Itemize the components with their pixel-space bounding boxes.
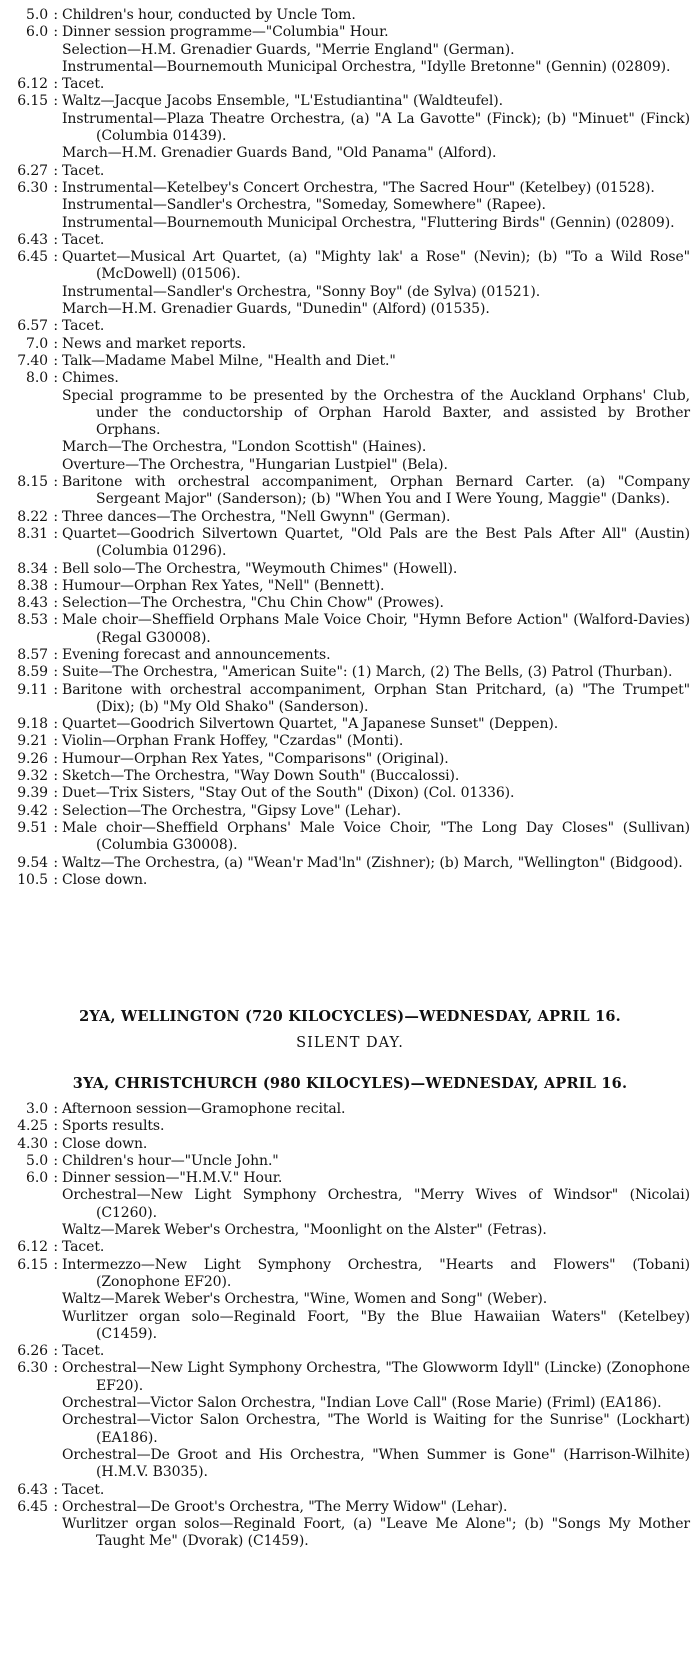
- entry-description: Orchestral—Victor Salon Orchestra, "The World is Waiting for the Sunrise" (Lockhart) (EA186).: [62, 1412, 690, 1446]
- entry-description: Selection—H.M. Grenadier Guards, "Merrie England" (German).: [62, 41, 515, 58]
- entry-time: 6.43: [17, 231, 48, 248]
- time-colon: :: [53, 474, 58, 491]
- time-colon: :: [53, 1343, 58, 1360]
- entry-time: 8.53: [17, 612, 48, 629]
- program-entry: [0, 7, 700, 24]
- entry-description: Tacet.: [62, 318, 105, 335]
- program-entry: [0, 1447, 700, 1482]
- entry-description: Humour—Orphan Rex Yates, "Comparisons" (Original).: [62, 750, 449, 767]
- time-colon: :: [53, 733, 58, 750]
- program-entry: [0, 1360, 700, 1395]
- time-colon: :: [53, 750, 58, 767]
- time-colon: :: [53, 854, 58, 871]
- entry-time: 3.0: [26, 1101, 48, 1117]
- entry-description: Afternoon session—Gramophone recital.: [62, 1101, 346, 1117]
- entry-description: Selection—The Orchestra, "Chu Chin Chow" (Prowes).: [62, 595, 444, 612]
- entry-description: Instrumental—Ketelbey's Concert Orchestra, "The Sacred Hour" (Ketelbey) (01528).: [62, 179, 655, 196]
- entry-time: 6.45: [17, 1498, 48, 1515]
- time-colon: :: [53, 1118, 58, 1135]
- program-entry: [0, 1187, 700, 1222]
- entry-description: Baritone with orchestral accompaniment, Orphan Bernard Carter. (a) "Company Sergeant Major" (Sanderson); (b) "When You and I Were Young, Maggie" (Danks).: [62, 474, 690, 508]
- time-colon: :: [53, 646, 58, 663]
- entry-time: 9.21: [17, 733, 48, 750]
- entry-description: Children's hour—"Uncle John.": [62, 1152, 279, 1169]
- entry-description: March—The Orchestra, "London Scottish" (Haines).: [62, 439, 427, 456]
- entry-description: Orchestral—New Light Symphony Orchestra, "Merry Wives of Windsor" (Nicolai) (C1260).: [62, 1187, 690, 1221]
- entry-description: March—H.M. Grenadier Guards, "Dunedin" (Alford) (01535).: [62, 301, 490, 318]
- entry-description: Overture—The Orchestra, "Hungarian Lustpiel" (Bela).: [62, 456, 448, 473]
- entry-description: Orchestral—De Groot and His Orchestra, "When Summer is Gone" (Harrison-Wilhite) (H.M.V. B3035).: [62, 1446, 690, 1481]
- time-colon: :: [53, 24, 58, 41]
- entry-description: Quartet—Musical Art Quartet, (a) "Mighty lak' a Rose" (Nevin); (b) "To a Wild Rose" (McDowell) (01506).: [62, 249, 690, 283]
- time-colon: :: [53, 802, 58, 819]
- entry-description: Waltz—Marek Weber's Orchestra, "Moonlight on the Alster" (Fetras).: [62, 1222, 547, 1239]
- time-colon: :: [53, 595, 58, 612]
- program-entry: [0, 197, 700, 214]
- program-entry: [0, 682, 700, 717]
- program-entry: [0, 24, 700, 41]
- program-entry: [0, 872, 700, 889]
- program-entry: [0, 370, 700, 387]
- program-entry: [0, 733, 700, 750]
- entry-time: 9.26: [17, 750, 48, 767]
- entry-time: 8.57: [17, 646, 48, 663]
- time-colon: :: [53, 508, 58, 525]
- program-entry: [0, 163, 700, 180]
- entry-description: Tacet.: [62, 1481, 105, 1498]
- program-entry: [0, 457, 700, 474]
- program-entry: [0, 1118, 700, 1135]
- program-entry: [0, 820, 700, 855]
- program-entry: [0, 232, 700, 249]
- time-colon: :: [53, 525, 58, 542]
- time-colon: :: [53, 664, 58, 681]
- program-entry: [0, 526, 700, 561]
- entry-description: Duet—Trix Sisters, "Stay Out of the South" (Dixon) (Col. 01336).: [62, 785, 515, 802]
- time-colon: :: [53, 1360, 58, 1377]
- time-colon: :: [53, 231, 58, 248]
- entry-description: Waltz—Jacque Jacobs Ensemble, "L'Estudiantina" (Waldteufel).: [62, 93, 503, 110]
- program-list-3ya: [0, 1101, 700, 1551]
- time-colon: :: [53, 681, 58, 698]
- program-entry: [0, 1499, 700, 1516]
- program-entry: [0, 1516, 700, 1551]
- entry-time: 6.12: [17, 1239, 48, 1256]
- entry-time: 6.30: [17, 1360, 48, 1377]
- program-entry: [0, 42, 700, 59]
- program-entry: [0, 59, 700, 76]
- program-entry: [0, 318, 700, 335]
- program-entry: [0, 561, 700, 578]
- time-colon: :: [53, 577, 58, 594]
- program-entry: [0, 1482, 700, 1499]
- entry-time: 9.32: [17, 768, 48, 785]
- entry-time: 5.0: [26, 7, 48, 23]
- time-colon: :: [53, 560, 58, 577]
- time-colon: :: [53, 871, 58, 888]
- entry-time: 6.57: [17, 318, 48, 335]
- entry-description: Wurlitzer organ solos—Reginald Foort, (a) "Leave Me Alone"; (b) "Songs My Mother Taught Me" (Dvorak) (C1459).: [62, 1516, 690, 1550]
- time-colon: :: [53, 352, 58, 369]
- entry-description: Quartet—Goodrich Silvertown Quartet, "A Japanese Sunset" (Deppen).: [62, 716, 559, 733]
- entry-time: 9.18: [17, 716, 48, 733]
- entry-description: Talk—Madame Mabel Milne, "Health and Diet.": [62, 352, 396, 369]
- entry-description: Humour—Orphan Rex Yates, "Nell" (Bennett).: [62, 577, 385, 594]
- entry-description: Instrumental—Plaza Theatre Orchestra, (a) "A La Gavotte" (Finck); (b) "Minuet" (Finck) (Columbia 01439).: [62, 110, 690, 145]
- program-entry: [0, 751, 700, 768]
- time-colon: :: [53, 318, 58, 335]
- entry-description: Instrumental—Sandler's Orchestra, "Sonny Boy" (de Sylva) (01521).: [62, 283, 541, 300]
- program-entry: [0, 1153, 700, 1170]
- station-heading-3ya: 3YA, CHRISTCHURCH (980 KILOCYLES)—WEDNESDAY, APRIL 16.: [72, 1075, 628, 1092]
- entry-description: Tacet.: [62, 1343, 105, 1360]
- entry-time: 6.45: [17, 249, 48, 266]
- entry-description: Orchestral—New Light Symphony Orchestra, "The Glowworm Idyll" (Lincke) (Zonophone EF20).: [62, 1360, 690, 1394]
- program-entry: [0, 1309, 700, 1344]
- entry-time: 6.15: [17, 1256, 48, 1273]
- entry-description: Evening forecast and announcements.: [62, 646, 331, 663]
- program-entry: [0, 111, 700, 146]
- time-colon: :: [53, 819, 58, 836]
- entry-description: Violin—Orphan Frank Hoffey, "Czardas" (Monti).: [62, 733, 404, 750]
- time-colon: :: [53, 1135, 58, 1152]
- entry-description: Quartet—Goodrich Silvertown Quartet, "Old Pals are the Best Pals After All" (Austin) (Columbia 01296).: [62, 525, 690, 560]
- time-colon: :: [53, 1481, 58, 1498]
- program-entry: [0, 353, 700, 370]
- entry-description: March—H.M. Grenadier Guards Band, "Old Panama" (Alford).: [62, 145, 497, 162]
- entry-time: 8.38: [17, 577, 48, 594]
- entry-description: Orchestral—Victor Salon Orchestra, "Indian Love Call" (Rose Marie) (Friml) (EA186).: [62, 1395, 662, 1412]
- entry-time: 8.22: [17, 508, 48, 525]
- entry-description: Tacet.: [62, 76, 105, 93]
- program-entry: [0, 1343, 700, 1360]
- time-colon: :: [53, 249, 58, 266]
- time-colon: :: [53, 1101, 58, 1117]
- program-entry: [0, 336, 700, 353]
- entry-description: Three dances—The Orchestra, "Nell Gwynn" (German).: [62, 508, 451, 525]
- entry-time: 10.5: [17, 871, 48, 888]
- program-entry: [0, 1222, 700, 1239]
- entry-time: 9.11: [17, 681, 48, 698]
- program-entry: [0, 1291, 700, 1308]
- program-entry: [0, 509, 700, 526]
- program-entry: [0, 145, 700, 162]
- time-colon: :: [53, 93, 58, 110]
- time-colon: :: [53, 1152, 58, 1169]
- entry-time: 5.0: [26, 1152, 48, 1169]
- entry-description: Dinner session programme—"Columbia" Hour.: [62, 24, 389, 41]
- program-entry: [0, 1170, 700, 1187]
- entry-time: 6.15: [17, 93, 48, 110]
- program-entry: [0, 664, 700, 681]
- entry-time: 6.12: [17, 76, 48, 93]
- entry-time: 8.34: [17, 560, 48, 577]
- program-entry: [0, 595, 700, 612]
- time-colon: :: [53, 370, 58, 387]
- entry-time: 6.0: [26, 1170, 48, 1187]
- entry-description: Bell solo—The Orchestra, "Weymouth Chimes" (Howell).: [62, 560, 458, 577]
- entry-description: Wurlitzer organ solo—Reginald Foort, "By the Blue Hawaiian Waters" (Ketelbey) (C1459).: [62, 1308, 690, 1342]
- program-entry: [0, 180, 700, 197]
- program-entry: [0, 768, 700, 785]
- entry-description: News and market reports.: [62, 335, 247, 352]
- program-entry: [0, 439, 700, 456]
- entry-description: Intermezzo—New Light Symphony Orchestra, "Hearts and Flowers" (Tobani) (Zonophone EF20).: [62, 1256, 690, 1290]
- entry-description: Close down.: [62, 871, 148, 888]
- time-colon: :: [53, 335, 58, 352]
- entry-time: 7.40: [17, 352, 48, 369]
- time-colon: :: [53, 7, 58, 23]
- entry-time: 6.43: [17, 1481, 48, 1498]
- entry-time: 6.26: [17, 1343, 48, 1360]
- entry-description: Waltz—The Orchestra, (a) "Wean'r Mad'ln" (Zishner); (b) March, "Wellington" (Bidgood).: [62, 854, 683, 871]
- time-colon: :: [53, 612, 58, 629]
- entry-description: Tacet.: [62, 1239, 105, 1256]
- time-colon: :: [53, 1170, 58, 1187]
- program-entry: [0, 578, 700, 595]
- program-entry: [0, 1395, 700, 1412]
- program-entry: [0, 474, 700, 509]
- entry-time: 9.54: [17, 854, 48, 871]
- program-entry: [0, 785, 700, 802]
- program-entry: [0, 1257, 700, 1292]
- entry-description: Children's hour, conducted by Uncle Tom.: [62, 7, 356, 23]
- entry-description: Instrumental—Bournemouth Municipal Orchestra, "Idylle Bretonne" (Gennin) (02809).: [62, 58, 671, 75]
- entry-time: 9.51: [17, 819, 48, 836]
- program-entry: [0, 803, 700, 820]
- program-entry: [0, 215, 700, 232]
- entry-time: 6.0: [26, 24, 48, 41]
- program-entry: [0, 1136, 700, 1153]
- program-entry: [0, 301, 700, 318]
- entry-time: 6.27: [17, 162, 48, 179]
- station-heading-2ya: 2YA, WELLINGTON (720 KILOCYCLES)—WEDNESDAY, APRIL 16.: [79, 1008, 621, 1025]
- entry-description: Chimes.: [62, 370, 119, 387]
- entry-description: Baritone with orchestral accompaniment, Orphan Stan Pritchard, (a) "The Trumpet" (Dix); (b) "My Old Shako" (Sanderson).: [62, 681, 690, 715]
- program-entry: [0, 1101, 700, 1118]
- program-entry: [0, 612, 700, 647]
- program-list-1ya: [0, 7, 700, 889]
- entry-time: 9.39: [17, 785, 48, 802]
- time-colon: :: [53, 716, 58, 733]
- entry-time: 4.30: [17, 1135, 48, 1152]
- entry-description: Orchestral—De Groot's Orchestra, "The Merry Widow" (Lehar).: [62, 1498, 508, 1515]
- entry-description: Sports results.: [62, 1118, 165, 1135]
- entry-description: Male choir—Sheffield Orphans' Male Voice Choir, "The Long Day Closes" (Sullivan) (Columbia G30008).: [62, 819, 690, 854]
- time-colon: :: [53, 1256, 58, 1273]
- entry-description: Tacet.: [62, 162, 105, 179]
- program-entry: [0, 1239, 700, 1256]
- entry-time: 6.30: [17, 179, 48, 196]
- time-colon: :: [53, 785, 58, 802]
- time-colon: :: [53, 162, 58, 179]
- time-colon: :: [53, 768, 58, 785]
- entry-description: Instrumental—Bournemouth Municipal Orchestra, "Fluttering Birds" (Gennin) (02809).: [62, 214, 675, 231]
- entry-time: 8.31: [17, 525, 48, 542]
- entry-time: 8.0: [26, 370, 48, 387]
- entry-description: Male choir—Sheffield Orphans Male Voice Choir, "Hymn Before Action" (Walford-Davies) (Regal G30008).: [62, 612, 690, 646]
- entry-description: Close down.: [62, 1135, 148, 1152]
- time-colon: :: [53, 179, 58, 196]
- entry-description: Sketch—The Orchestra, "Way Down South" (Buccalossi).: [62, 768, 460, 785]
- program-entry: [0, 855, 700, 872]
- program-entry: [0, 716, 700, 733]
- program-entry: [0, 93, 700, 110]
- silent-day-note: SILENT DAY.: [296, 1035, 404, 1051]
- entry-description: Waltz—Marek Weber's Orchestra, "Wine, Women and Song" (Weber).: [62, 1291, 548, 1308]
- program-entry: [0, 1412, 700, 1447]
- entry-time: 8.59: [17, 664, 48, 681]
- entry-description: Suite—The Orchestra, "American Suite": (1) March, (2) The Bells, (3) Patrol (Thurban).: [62, 664, 673, 681]
- time-colon: :: [53, 1498, 58, 1515]
- entry-description: Dinner session—"H.M.V." Hour.: [62, 1170, 283, 1187]
- program-entry: [0, 76, 700, 93]
- entry-description: Selection—The Orchestra, "Gipsy Love" (Lehar).: [62, 802, 402, 819]
- entry-time: 4.25: [17, 1118, 48, 1135]
- time-colon: :: [53, 1239, 58, 1256]
- entry-time: 9.42: [17, 802, 48, 819]
- entry-time: 7.0: [26, 335, 48, 352]
- entry-time: 8.43: [17, 595, 48, 612]
- entry-description: Tacet.: [62, 231, 105, 248]
- entry-description: Special programme to be presented by the Orchestra of the Auckland Orphans' Club, under the conductorship of Orphan Harold Baxter, and assisted by Brother Orphans.: [62, 387, 690, 439]
- program-entry: [0, 647, 700, 664]
- time-colon: :: [53, 76, 58, 93]
- program-entry: [0, 249, 700, 284]
- entry-time: 8.15: [17, 474, 48, 491]
- entry-description: Instrumental—Sandler's Orchestra, "Someday, Somewhere" (Rapee).: [62, 197, 546, 214]
- program-entry: [0, 284, 700, 301]
- program-entry: [0, 388, 700, 440]
